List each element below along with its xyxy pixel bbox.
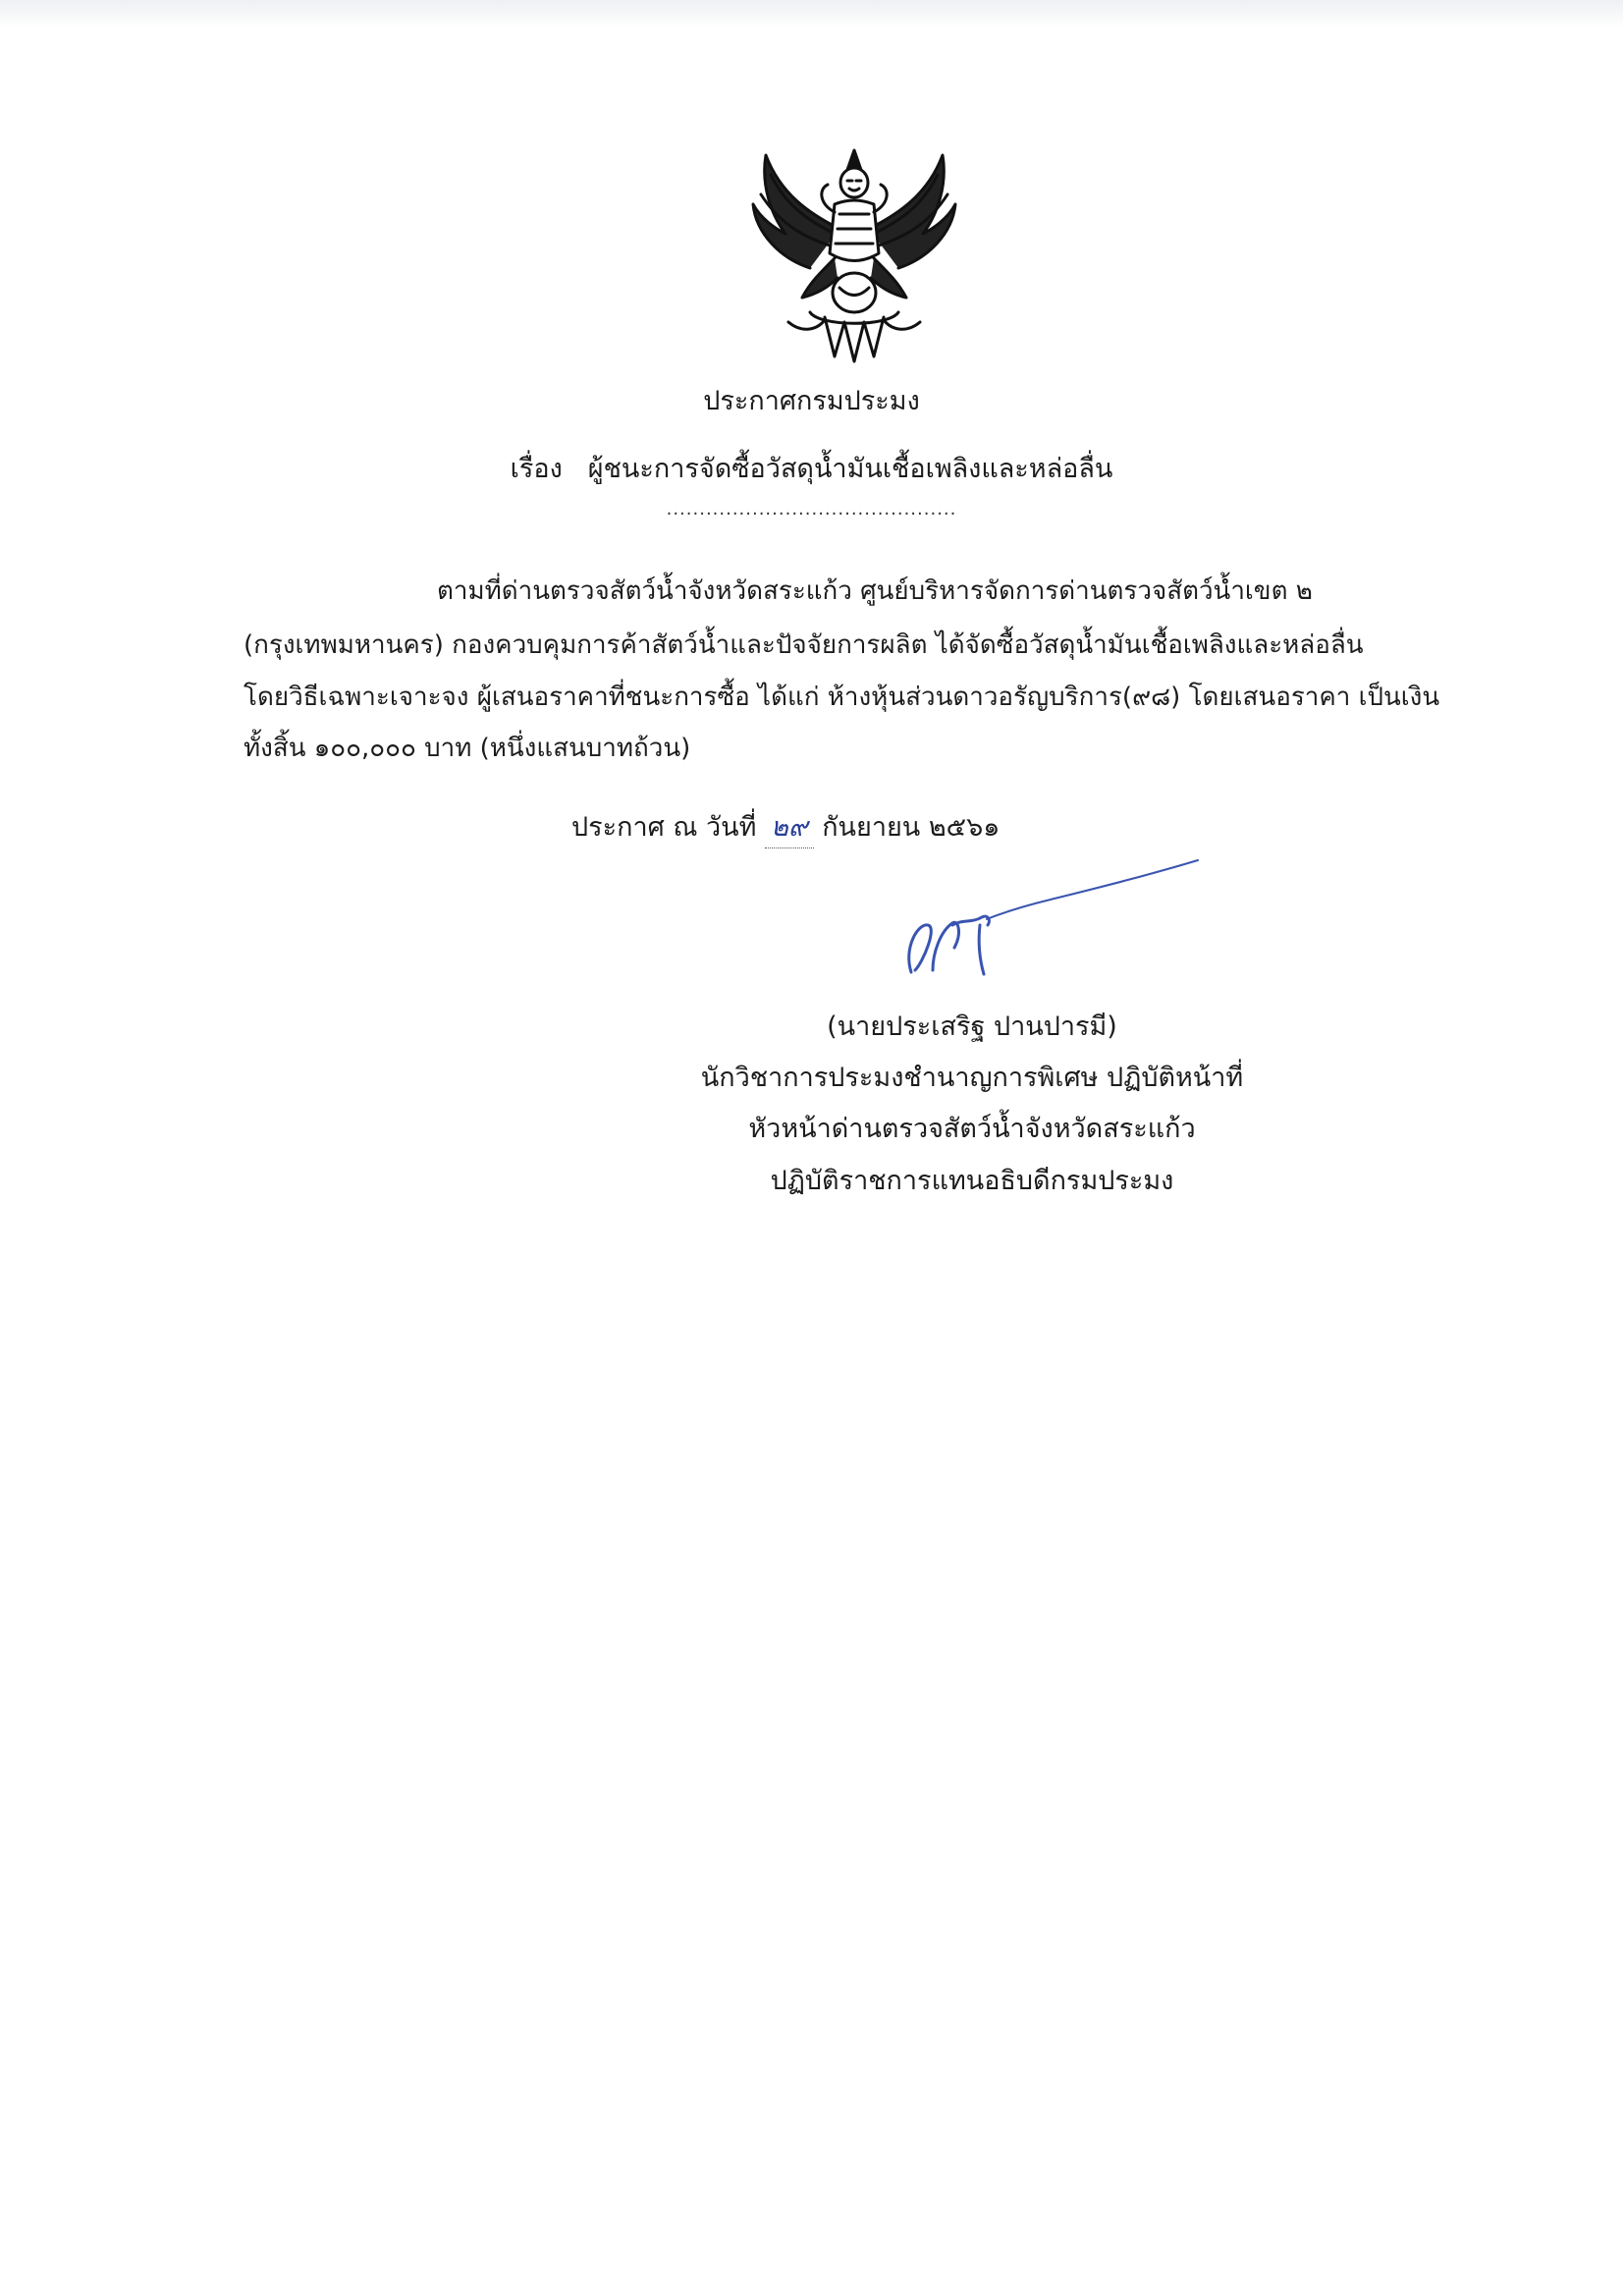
subject-line (0, 447, 1623, 489)
body-line-3: โดยวิธีเฉพาะเจาะจง ผู้เสนอราคาที่ชนะการซื้อ ได้แก่ ห้างหุ้นส่วนดาวอรัญบริการ(๙๘) โดยเสนอราคา เป็นเงิน (243, 683, 1440, 712)
date-day: ๒๙ (765, 805, 814, 848)
scan-edge-shading (0, 0, 1623, 27)
signatory-position-3: ปฏิบัติราชการแทนอธิบดีกรมประมง (770, 1166, 1174, 1196)
announce-date (571, 805, 1000, 848)
body-line-4: ทั้งสิ้น ๑๐๐,๐๐๐ บาท (หนึ่งแสนบาทถ้วน) (243, 734, 691, 763)
page-title: ประกาศกรมประมง (703, 386, 920, 416)
garuda-emblem-icon (741, 136, 967, 366)
subject-label: เรื่อง (510, 454, 563, 484)
date-month-year: กันยายน ๒๕๖๑ (822, 812, 1001, 843)
subject-text: ผู้ชนะการจัดซื้อวัสดุน้ำมันเชื้อเพลิงและหล่อลื่น (587, 454, 1113, 484)
title-separator: ............................................ (666, 499, 957, 519)
date-prefix: ประกาศ ณ วันที่ (571, 812, 757, 843)
handwritten-signature-icon (893, 854, 1208, 982)
signatory-position-2: หัวหน้าด่านตรวจสัตว์น้ำจังหวัดสระแก้ว (748, 1114, 1196, 1144)
body-line-1: ตามที่ด่านตรวจสัตว์น้ำจังหวัดสระแก้ว ศูนย์บริหารจัดการด่านตรวจสัตว์น้ำเขต ๒ (437, 576, 1313, 606)
signatory-position-1: นักวิชาการประมงชำนาญการพิเศษ ปฏิบัติหน้าที่ (700, 1063, 1244, 1093)
body-line-2: (กรุงเทพมหานคร) กองควบคุมการค้าสัตว์น้ำและปัจจัยการผลิต ได้จัดซื้อวัสดุน้ำมันเชื้อเพลิงและหล่อลื่น (243, 630, 1364, 660)
signatory-name: (นายประเสริฐ ปานปารมี) (827, 1011, 1117, 1042)
